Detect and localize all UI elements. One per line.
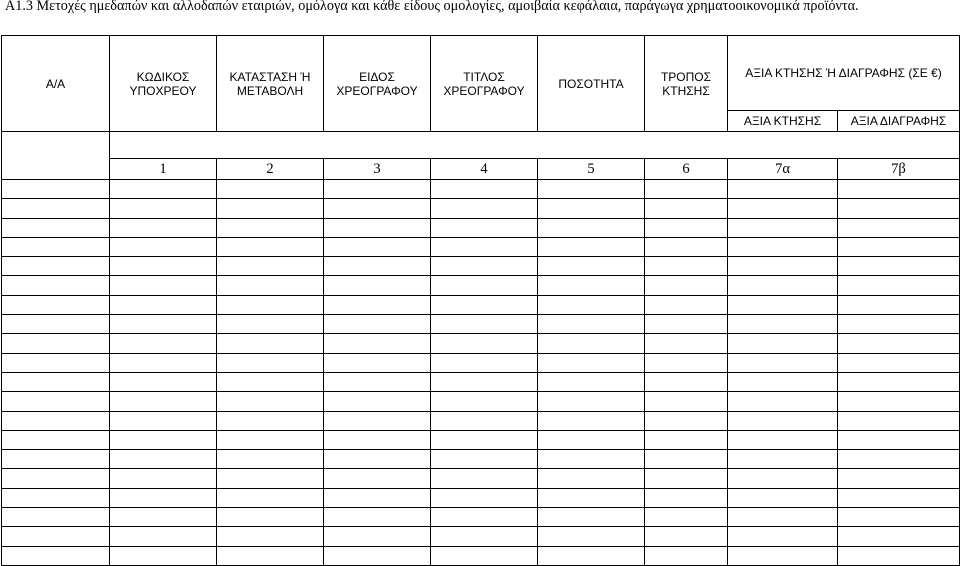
table-cell[interactable] bbox=[838, 315, 960, 334]
table-cell[interactable] bbox=[2, 315, 110, 334]
table-cell[interactable] bbox=[431, 257, 538, 276]
table-cell[interactable] bbox=[217, 372, 324, 391]
header-acquisition-value: ΑΞΙΑ ΚΤΗΣΗΣ bbox=[728, 111, 838, 132]
table-cell[interactable] bbox=[645, 527, 728, 546]
table-cell[interactable] bbox=[728, 334, 838, 353]
table-cell[interactable] bbox=[838, 488, 960, 507]
table-cell[interactable] bbox=[324, 450, 431, 469]
table-cell[interactable] bbox=[217, 334, 324, 353]
table-cell[interactable] bbox=[728, 218, 838, 237]
table-cell[interactable] bbox=[838, 372, 960, 391]
table-cell[interactable] bbox=[2, 257, 110, 276]
table-cell[interactable] bbox=[324, 276, 431, 295]
table-cell[interactable] bbox=[431, 237, 538, 256]
table-cell[interactable] bbox=[645, 218, 728, 237]
table-cell[interactable] bbox=[217, 392, 324, 411]
table-cell[interactable] bbox=[431, 199, 538, 218]
table-cell[interactable] bbox=[110, 276, 217, 295]
table-row bbox=[2, 469, 960, 488]
table-cell[interactable] bbox=[431, 450, 538, 469]
table-cell[interactable] bbox=[2, 508, 110, 527]
table-cell[interactable] bbox=[217, 199, 324, 218]
table-cell[interactable] bbox=[838, 237, 960, 256]
table-cell[interactable] bbox=[2, 199, 110, 218]
table-cell[interactable] bbox=[645, 450, 728, 469]
table-cell[interactable] bbox=[645, 392, 728, 411]
table-cell[interactable] bbox=[2, 218, 110, 237]
table-cell[interactable] bbox=[728, 257, 838, 276]
table-cell[interactable] bbox=[431, 334, 538, 353]
column-number: 7α bbox=[728, 159, 838, 180]
table-cell[interactable] bbox=[728, 430, 838, 449]
table-cell[interactable] bbox=[324, 372, 431, 391]
header-obligor-code: ΚΩΔΙΚΟΣ ΥΠΟΧΡΕΟΥ bbox=[110, 36, 217, 132]
table-cell[interactable] bbox=[645, 295, 728, 314]
table-cell[interactable] bbox=[110, 237, 217, 256]
table-cell[interactable] bbox=[217, 488, 324, 507]
table-cell[interactable] bbox=[2, 546, 110, 565]
table-cell[interactable] bbox=[538, 199, 645, 218]
table-cell[interactable] bbox=[431, 353, 538, 372]
table-row bbox=[2, 488, 960, 507]
table-cell[interactable] bbox=[324, 392, 431, 411]
table-cell[interactable] bbox=[2, 334, 110, 353]
table-cell[interactable] bbox=[217, 527, 324, 546]
table-cell[interactable] bbox=[728, 276, 838, 295]
table-cell[interactable] bbox=[838, 527, 960, 546]
section-heading: Α1.3 Μετοχές ημεδαπών και αλλοδαπών εταιριών, ομόλογα και κάθε είδους ομολογίες, αμοιβαία κεφάλαια, παράγωγα χρηματοοικονομικά προϊόντα. bbox=[5, 0, 859, 14]
table-row bbox=[2, 392, 960, 411]
table-cell[interactable] bbox=[728, 469, 838, 488]
table-cell[interactable] bbox=[217, 430, 324, 449]
column-number: 1 bbox=[110, 159, 217, 180]
table-cell[interactable] bbox=[728, 392, 838, 411]
table-cell[interactable] bbox=[538, 527, 645, 546]
table-cell[interactable] bbox=[110, 295, 217, 314]
table-cell[interactable] bbox=[728, 295, 838, 314]
table-cell[interactable] bbox=[324, 527, 431, 546]
table-cell[interactable] bbox=[431, 276, 538, 295]
table-cell[interactable] bbox=[431, 488, 538, 507]
table-row bbox=[2, 218, 960, 237]
header-aa: Α/Α bbox=[2, 36, 110, 132]
table-cell[interactable] bbox=[728, 199, 838, 218]
table-cell[interactable] bbox=[217, 353, 324, 372]
table-cell[interactable] bbox=[838, 295, 960, 314]
table-cell[interactable] bbox=[838, 218, 960, 237]
table-row bbox=[2, 199, 960, 218]
table-cell[interactable] bbox=[645, 411, 728, 430]
table-cell[interactable] bbox=[645, 430, 728, 449]
table-cell[interactable] bbox=[728, 372, 838, 391]
table-cell[interactable] bbox=[645, 315, 728, 334]
table-cell[interactable] bbox=[431, 218, 538, 237]
table-cell[interactable] bbox=[645, 372, 728, 391]
table-cell[interactable] bbox=[538, 488, 645, 507]
table-cell[interactable] bbox=[431, 527, 538, 546]
table-cell[interactable] bbox=[431, 430, 538, 449]
table-row bbox=[2, 353, 960, 372]
table-cell[interactable] bbox=[110, 372, 217, 391]
column-number: 6 bbox=[645, 159, 728, 180]
table-cell[interactable] bbox=[538, 180, 645, 199]
table-cell[interactable] bbox=[431, 469, 538, 488]
table-cell[interactable] bbox=[728, 315, 838, 334]
table-cell[interactable] bbox=[838, 334, 960, 353]
table-cell[interactable] bbox=[728, 411, 838, 430]
table-cell[interactable] bbox=[2, 411, 110, 430]
table-cell[interactable] bbox=[324, 488, 431, 507]
table-cell[interactable] bbox=[838, 469, 960, 488]
table-row bbox=[2, 508, 960, 527]
table-cell[interactable] bbox=[2, 237, 110, 256]
table-cell[interactable] bbox=[645, 469, 728, 488]
table-cell[interactable] bbox=[538, 276, 645, 295]
table-cell[interactable] bbox=[431, 546, 538, 565]
column-number: 4 bbox=[431, 159, 538, 180]
table-cell[interactable] bbox=[645, 508, 728, 527]
table-cell[interactable] bbox=[538, 353, 645, 372]
header-write-off-value: ΑΞΙΑ ΔΙΑΓΡΑΦΗΣ bbox=[838, 111, 960, 132]
table-cell[interactable] bbox=[728, 546, 838, 565]
table-cell[interactable] bbox=[728, 508, 838, 527]
table-cell[interactable] bbox=[217, 469, 324, 488]
table-cell[interactable] bbox=[838, 392, 960, 411]
table-cell[interactable] bbox=[2, 180, 110, 199]
table-cell[interactable] bbox=[324, 353, 431, 372]
table-cell[interactable] bbox=[217, 315, 324, 334]
table-cell[interactable] bbox=[217, 450, 324, 469]
table-cell[interactable] bbox=[217, 546, 324, 565]
table-cell[interactable] bbox=[645, 199, 728, 218]
table-cell[interactable] bbox=[324, 295, 431, 314]
table-cell[interactable] bbox=[2, 450, 110, 469]
table-cell[interactable] bbox=[217, 218, 324, 237]
table-cell[interactable] bbox=[538, 218, 645, 237]
table-cell[interactable] bbox=[538, 372, 645, 391]
table-cell[interactable] bbox=[538, 411, 645, 430]
table-cell[interactable] bbox=[324, 334, 431, 353]
table-cell[interactable] bbox=[538, 546, 645, 565]
table-row bbox=[2, 257, 960, 276]
table-row bbox=[2, 411, 960, 430]
table-cell[interactable] bbox=[324, 257, 431, 276]
table-cell[interactable] bbox=[2, 469, 110, 488]
column-number: 3 bbox=[324, 159, 431, 180]
table-cell[interactable] bbox=[110, 199, 217, 218]
table-cell[interactable] bbox=[324, 315, 431, 334]
table-cell[interactable] bbox=[838, 199, 960, 218]
table-cell[interactable] bbox=[217, 257, 324, 276]
table-cell[interactable] bbox=[645, 276, 728, 295]
table-cell[interactable] bbox=[728, 180, 838, 199]
table-cell[interactable] bbox=[538, 469, 645, 488]
column-number: 7β bbox=[838, 159, 960, 180]
table-cell[interactable] bbox=[728, 527, 838, 546]
column-number: 2 bbox=[217, 159, 324, 180]
table-cell[interactable] bbox=[324, 199, 431, 218]
table-cell[interactable] bbox=[431, 180, 538, 199]
table-cell[interactable] bbox=[838, 411, 960, 430]
header-status-or-change: ΚΑΤΑΣΤΑΣΗ Ή ΜΕΤΑΒΟΛΗ bbox=[217, 36, 324, 132]
table-cell[interactable] bbox=[217, 411, 324, 430]
table-cell[interactable] bbox=[324, 218, 431, 237]
table-cell[interactable] bbox=[431, 295, 538, 314]
table-cell[interactable] bbox=[110, 411, 217, 430]
table-cell[interactable] bbox=[838, 180, 960, 199]
table-row bbox=[2, 450, 960, 469]
table-cell[interactable] bbox=[324, 508, 431, 527]
table-cell[interactable] bbox=[2, 353, 110, 372]
table-cell[interactable] bbox=[110, 546, 217, 565]
table-cell[interactable] bbox=[431, 372, 538, 391]
table-row bbox=[2, 276, 960, 295]
table-cell[interactable] bbox=[324, 237, 431, 256]
table-cell[interactable] bbox=[431, 315, 538, 334]
table-row bbox=[2, 527, 960, 546]
table-cell[interactable] bbox=[645, 180, 728, 199]
table-cell[interactable] bbox=[217, 237, 324, 256]
table-cell[interactable] bbox=[2, 488, 110, 507]
table-cell[interactable] bbox=[838, 450, 960, 469]
table-cell[interactable] bbox=[217, 276, 324, 295]
table-cell[interactable] bbox=[838, 353, 960, 372]
table-cell[interactable] bbox=[110, 218, 217, 237]
table-cell[interactable] bbox=[217, 508, 324, 527]
table-cell[interactable] bbox=[431, 411, 538, 430]
table-cell[interactable] bbox=[2, 295, 110, 314]
table-cell[interactable] bbox=[431, 392, 538, 411]
table-cell[interactable] bbox=[538, 237, 645, 256]
table-cell[interactable] bbox=[728, 450, 838, 469]
table-cell[interactable] bbox=[324, 430, 431, 449]
table-cell[interactable] bbox=[838, 546, 960, 565]
table-cell[interactable] bbox=[110, 488, 217, 507]
table-cell[interactable] bbox=[110, 527, 217, 546]
table-cell[interactable] bbox=[110, 508, 217, 527]
table-cell[interactable] bbox=[324, 180, 431, 199]
table-row bbox=[2, 315, 960, 334]
table-cell[interactable] bbox=[645, 334, 728, 353]
table-cell[interactable] bbox=[110, 334, 217, 353]
table-cell[interactable] bbox=[728, 488, 838, 507]
table-cell[interactable] bbox=[324, 546, 431, 565]
table-cell[interactable] bbox=[645, 353, 728, 372]
table-row bbox=[2, 546, 960, 565]
table-cell[interactable] bbox=[110, 469, 217, 488]
table-row bbox=[2, 180, 960, 199]
table-cell[interactable] bbox=[217, 295, 324, 314]
table-cell[interactable] bbox=[110, 392, 217, 411]
table-row bbox=[2, 237, 960, 256]
table-cell[interactable] bbox=[538, 334, 645, 353]
table-cell[interactable] bbox=[728, 353, 838, 372]
table-cell[interactable] bbox=[110, 450, 217, 469]
table-cell[interactable] bbox=[2, 430, 110, 449]
table-cell[interactable] bbox=[838, 430, 960, 449]
header-security-type: ΕΙΔΟΣ ΧΡΕΟΓΡΑΦΟΥ bbox=[324, 36, 431, 132]
table-cell[interactable] bbox=[838, 257, 960, 276]
table-cell[interactable] bbox=[538, 392, 645, 411]
table-cell[interactable] bbox=[2, 276, 110, 295]
table-cell[interactable] bbox=[324, 411, 431, 430]
table-cell[interactable] bbox=[538, 450, 645, 469]
table-cell[interactable] bbox=[645, 488, 728, 507]
table-cell[interactable] bbox=[645, 546, 728, 565]
table-cell[interactable] bbox=[2, 527, 110, 546]
header-quantity: ΠΟΣΟΤΗΤΑ bbox=[538, 36, 645, 132]
column-number: 5 bbox=[538, 159, 645, 180]
table-cell[interactable] bbox=[645, 257, 728, 276]
table-row bbox=[2, 430, 960, 449]
table-cell[interactable] bbox=[110, 257, 217, 276]
table-cell[interactable] bbox=[2, 392, 110, 411]
header-value-group: ΑΞΙΑ ΚΤΗΣΗΣ Ή ΔΙΑΓΡΑΦΗΣ (ΣΕ €) bbox=[728, 36, 960, 111]
table-cell[interactable] bbox=[838, 508, 960, 527]
table-cell[interactable] bbox=[538, 508, 645, 527]
table-row bbox=[2, 372, 960, 391]
table-cell[interactable] bbox=[110, 353, 217, 372]
header-acquisition-method: ΤΡΟΠΟΣ ΚΤΗΣΗΣ bbox=[645, 36, 728, 132]
securities-form-table bbox=[1, 35, 960, 566]
table-cell[interactable] bbox=[538, 315, 645, 334]
table-cell[interactable] bbox=[324, 469, 431, 488]
table-cell[interactable] bbox=[538, 257, 645, 276]
table-cell[interactable] bbox=[217, 180, 324, 199]
table-cell[interactable] bbox=[645, 237, 728, 256]
table-row bbox=[2, 334, 960, 353]
spacer-cell bbox=[110, 132, 960, 159]
table-cell[interactable] bbox=[538, 295, 645, 314]
table-cell[interactable] bbox=[538, 430, 645, 449]
table-cell[interactable] bbox=[728, 237, 838, 256]
table-cell[interactable] bbox=[110, 315, 217, 334]
table-cell[interactable] bbox=[110, 430, 217, 449]
table-cell[interactable] bbox=[838, 276, 960, 295]
header-security-title: ΤΙΤΛΟΣ ΧΡΕΟΓΡΑΦΟΥ bbox=[431, 36, 538, 132]
table-cell[interactable] bbox=[110, 180, 217, 199]
table-row bbox=[2, 295, 960, 314]
table-cell[interactable] bbox=[2, 372, 110, 391]
table-cell[interactable] bbox=[431, 508, 538, 527]
left-blank-cell bbox=[2, 132, 110, 180]
